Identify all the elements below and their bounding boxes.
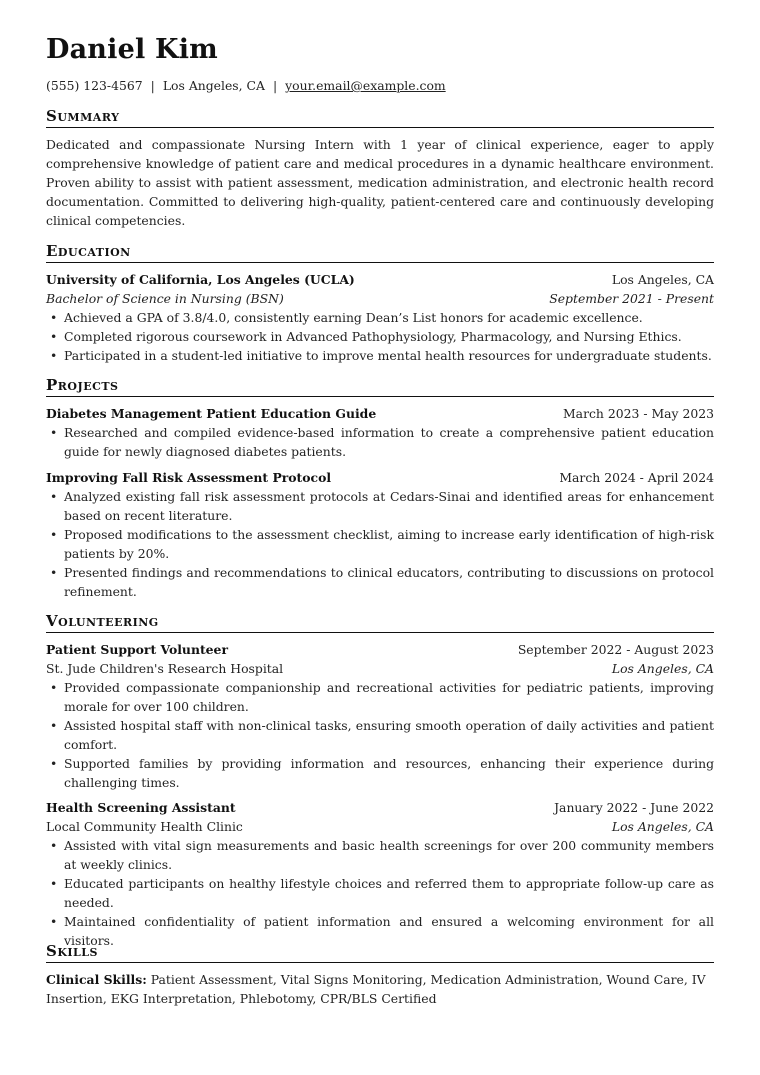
separator: | [272,78,278,93]
volunteer-entry [46,798,714,950]
list-item: • Achieved a GPA of 3.8/4.0, consistently earning Dean’s List honors for academic excellence. [46,308,714,327]
section-title-education: Education [46,242,714,263]
project-dates: March 2024 - April 2024 [559,470,714,485]
education-header-row [46,270,714,289]
phone-number: (555) 123-4567 [46,78,143,93]
email-link[interactable]: your.email@example.com [285,78,446,93]
location: Los Angeles, CA [162,78,265,93]
volunteer-location: Los Angeles, CA [611,819,714,834]
list-item: • Researched and compiled evidence-based information to create a comprehensive patient education guide for newly diagnosed diabetes patients. [46,423,714,461]
volunteer-header-row [46,640,714,659]
project-header-row [46,404,714,423]
volunteer-header-row [46,798,714,817]
list-item: • Assisted hospital staff with non-clinical tasks, ensuring smooth operation of daily activities and patient comfort. [46,716,714,754]
project-name: Improving Fall Risk Assessment Protocol [46,470,332,485]
project-header-row [46,468,714,487]
education-dates: September 2021 - Present [549,291,714,306]
list-item: • Maintained confidentiality of patient information and ensured a welcoming environment for all visitors. [46,912,714,950]
section-title-projects: Projects [46,376,714,397]
education-entry [46,270,714,365]
volunteer-entry [46,640,714,792]
volunteer-org: St. Jude Children's Research Hospital [46,661,284,676]
volunteer-dates: January 2022 - June 2022 [554,800,714,815]
project-bullets [46,423,714,461]
list-item: • Participated in a student-led initiative to improve mental health resources for undergraduate students. [46,346,714,365]
volunteer-bullets [46,836,714,950]
volunteer-org-row [46,659,714,678]
project-entry [46,404,714,461]
list-item: • Assisted with vital sign measurements and basic health screenings for over 200 community members at weekly clinics. [46,836,714,874]
list-item: • Supported families by providing information and resources, enhancing their experience during challenging times. [46,754,714,792]
volunteer-bullets [46,678,714,792]
volunteer-role: Health Screening Assistant [46,800,236,815]
project-dates: March 2023 - May 2023 [563,406,714,421]
list-item: • Analyzed existing fall risk assessment protocols at Cedars-Sinai and identified areas for enhancement based on recent literature. [46,487,714,525]
list-item: • Educated participants on healthy lifestyle choices and referred them to appropriate follow-up care as needed. [46,874,714,912]
skills-text [46,970,714,1008]
degree: Bachelor of Science in Nursing (BSN) [46,291,284,306]
separator: | [150,78,155,93]
school-location: Los Angeles, CA [611,272,714,287]
candidate-name: Daniel Kim [46,34,218,65]
skills-label: Clinical Skills: [46,972,147,987]
project-entry [46,468,714,601]
section-title-summary: Summary [46,107,714,128]
volunteer-dates: September 2022 - August 2023 [517,642,714,657]
section-title-skills: Skills [46,942,714,963]
volunteer-role: Patient Support Volunteer [46,642,228,657]
volunteer-location: Los Angeles, CA [611,661,714,676]
skills-list: Patient Assessment, Vital Signs Monitoring, Medication Administration, Wound Care, IV Insertion, EKG Interpretation, Phlebotomy, CPR/BLS Certified [46,972,706,1006]
list-item: • Presented findings and recommendations to clinical educators, contributing to discussions on protocol refinement. [46,563,714,601]
list-item: • Completed rigorous coursework in Advanced Pathophysiology, Pharmacology, and Nursing Ethics. [46,327,714,346]
summary-text: Dedicated and compassionate Nursing Intern with 1 year of clinical experience, eager to apply comprehensive knowledge of patient care and medical procedures in a dynamic healthcare environment. Proven ability to assist with patient assessment, medication administration, and electronic health record documentation. Committed to delivering high-quality, patient-centered care and continuously developing clinical competencies. [46,137,714,228]
contact-line [46,78,446,93]
list-item: • Provided compassionate companionship and recreational activities for pediatric patients, improving morale for over 100 children. [46,678,714,716]
project-bullets [46,487,714,601]
education-bullets [46,308,714,365]
volunteer-org: Local Community Health Clinic [46,819,243,834]
education-degree-row [46,289,714,308]
school-name: University of California, Los Angeles (UCLA) [46,272,355,287]
section-title-volunteering: Volunteering [46,612,714,633]
project-name: Diabetes Management Patient Education Guide [46,406,377,421]
volunteer-org-row [46,817,714,836]
list-item: • Proposed modifications to the assessment checklist, aiming to increase early identification of high-risk patients by 20%. [46,525,714,563]
